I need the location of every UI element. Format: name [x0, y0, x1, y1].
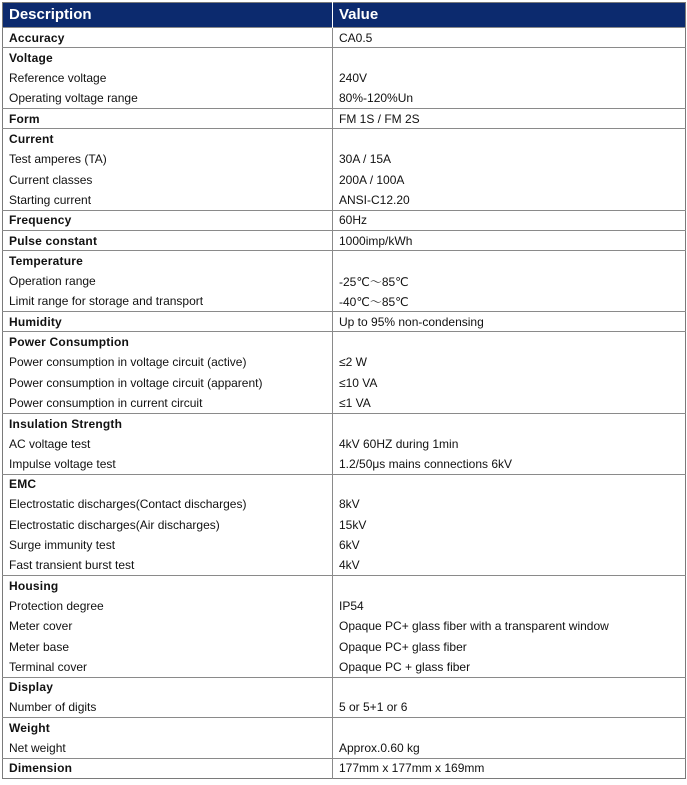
section-value — [333, 48, 686, 68]
spec-label: Terminal cover — [9, 659, 88, 674]
section-row — [3, 677, 686, 697]
section-row — [3, 251, 686, 271]
spec-value: ANSI-C12.20 — [333, 190, 686, 210]
spec-row — [3, 697, 686, 717]
section-row — [3, 312, 686, 332]
section-title: Weight — [3, 718, 333, 738]
section-title: Pulse constant — [3, 230, 333, 250]
spec-label: Limit range for storage and transport — [9, 294, 204, 309]
spec-value: -40℃～85℃ — [333, 291, 686, 311]
section-title: Accuracy — [3, 28, 333, 48]
spec-row — [3, 149, 686, 169]
section-row — [3, 332, 686, 352]
spec-row — [3, 596, 686, 616]
section-row — [3, 230, 686, 250]
section-value — [333, 677, 686, 697]
section-title: Display — [3, 677, 333, 697]
spec-row — [3, 393, 686, 413]
section-value — [333, 129, 686, 149]
spec-value: Approx.0.60 kg — [333, 738, 686, 758]
spec-row — [3, 291, 686, 311]
spec-value: 6kV — [333, 535, 686, 555]
section-title: Voltage — [3, 48, 333, 68]
table-body — [3, 28, 686, 779]
spec-row — [3, 454, 686, 474]
spec-value: 4kV — [333, 555, 686, 575]
spec-row — [3, 616, 686, 636]
section-value: 1000imp/kWh — [333, 230, 686, 250]
section-title: Humidity — [3, 312, 333, 332]
spec-label: Meter cover — [9, 619, 73, 634]
spec-value: ≤2 W — [333, 352, 686, 372]
section-row — [3, 48, 686, 68]
section-row — [3, 109, 686, 129]
spec-label: Meter base — [9, 639, 70, 654]
spec-label: Power consumption in voltage circuit (apparent) — [9, 375, 263, 390]
spec-value: 15kV — [333, 515, 686, 535]
section-value: 60Hz — [333, 210, 686, 230]
section-title: Form — [3, 109, 333, 129]
section-row — [3, 576, 686, 596]
spec-value: IP54 — [333, 596, 686, 616]
spec-value: 1.2/50μs mains connections 6kV — [333, 454, 686, 474]
spec-label: Power consumption in current circuit — [9, 395, 203, 410]
spec-value: ≤10 VA — [333, 373, 686, 393]
section-value: Up to 95% non-condensing — [333, 312, 686, 332]
spec-value: 4kV 60HZ during 1min — [333, 433, 686, 453]
header-description: Description — [3, 3, 333, 28]
section-row — [3, 129, 686, 149]
spec-label: Fast transient burst test — [9, 558, 135, 573]
spec-label: Reference voltage — [9, 71, 107, 86]
section-value: CA0.5 — [333, 28, 686, 48]
section-title: Temperature — [3, 251, 333, 271]
spec-value: 200A / 100A — [333, 170, 686, 190]
section-row — [3, 28, 686, 48]
spec-row — [3, 535, 686, 555]
spec-value: 30A / 15A — [333, 149, 686, 169]
spec-label: Electrostatic discharges(Air discharges) — [9, 517, 220, 532]
spec-label: Operation range — [9, 274, 96, 289]
spec-label: Test amperes (TA) — [9, 152, 107, 167]
spec-value: Opaque PC + glass fiber — [333, 657, 686, 677]
section-value: FM 1S / FM 2S — [333, 109, 686, 129]
spec-sheet — [2, 2, 685, 779]
section-value — [333, 576, 686, 596]
section-title: Current — [3, 129, 333, 149]
spec-label: Protection degree — [9, 598, 104, 613]
section-value — [333, 332, 686, 352]
spec-row — [3, 170, 686, 190]
section-title: Power Consumption — [3, 332, 333, 352]
spec-row — [3, 352, 686, 372]
table-header-row — [3, 3, 686, 28]
spec-value: 8kV — [333, 494, 686, 514]
spec-row — [3, 494, 686, 514]
spec-row — [3, 190, 686, 210]
spec-value: Opaque PC+ glass fiber with a transparent window — [333, 616, 686, 636]
spec-value: ≤1 VA — [333, 393, 686, 413]
section-title: Frequency — [3, 210, 333, 230]
section-value: 177mm x 177mm x 169mm — [333, 758, 686, 778]
spec-row — [3, 88, 686, 108]
section-value — [333, 718, 686, 738]
spec-label: Impulse voltage test — [9, 456, 116, 471]
section-row — [3, 718, 686, 738]
section-title: Insulation Strength — [3, 413, 333, 433]
spec-label: Surge immunity test — [9, 538, 116, 553]
spec-row — [3, 657, 686, 677]
spec-row — [3, 373, 686, 393]
spec-row — [3, 68, 686, 88]
spec-value: 80%-120%Un — [333, 88, 686, 108]
section-value — [333, 251, 686, 271]
spec-value: Opaque PC+ glass fiber — [333, 636, 686, 656]
section-title: Dimension — [3, 758, 333, 778]
spec-row — [3, 433, 686, 453]
section-row — [3, 413, 686, 433]
section-row — [3, 210, 686, 230]
spec-label: Current classes — [9, 172, 93, 187]
section-value — [333, 474, 686, 494]
spec-row — [3, 636, 686, 656]
spec-label: Starting current — [9, 192, 92, 207]
section-title: EMC — [3, 474, 333, 494]
section-value — [333, 413, 686, 433]
spec-label: Operating voltage range — [9, 91, 138, 106]
section-title: Housing — [3, 576, 333, 596]
spec-row — [3, 515, 686, 535]
spec-row — [3, 555, 686, 575]
spec-label: AC voltage test — [9, 436, 91, 451]
spec-row — [3, 738, 686, 758]
section-row — [3, 758, 686, 778]
spec-value: 240V — [333, 68, 686, 88]
spec-label: Electrostatic discharges(Contact discharges) — [9, 497, 247, 512]
spec-label: Power consumption in voltage circuit (active) — [9, 355, 247, 370]
specification-table — [2, 2, 686, 779]
header-value: Value — [333, 3, 686, 28]
spec-label: Net weight — [9, 740, 66, 755]
spec-value: -25℃～85℃ — [333, 271, 686, 291]
spec-label: Number of digits — [9, 700, 97, 715]
spec-row — [3, 271, 686, 291]
spec-value: 5 or 5+1 or 6 — [333, 697, 686, 717]
section-row — [3, 474, 686, 494]
